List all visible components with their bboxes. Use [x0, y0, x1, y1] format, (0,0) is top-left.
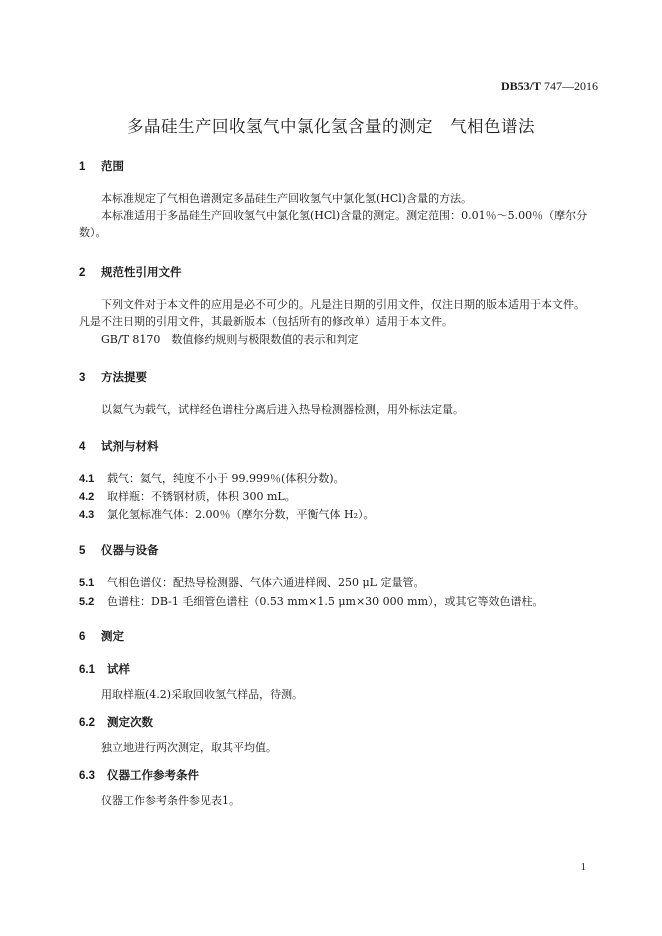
clause-4-1	[79, 470, 345, 486]
subsection-6-3-heading	[79, 767, 199, 783]
clause-number: 4.1	[79, 473, 95, 485]
document-title: 多晶硅生产回收氢气中氯化氢含量的测定 气相色谱法	[127, 117, 535, 136]
subsection-title: 试样	[107, 662, 130, 676]
section-title: 范围	[101, 159, 124, 173]
document-code-prefix: DB53/T	[500, 79, 541, 93]
subsection-6-3-text: 仪器工作参考条件参见表1。	[101, 794, 240, 807]
clause-5-1	[79, 574, 424, 590]
subsection-number: 6.3	[79, 770, 95, 782]
section-number: 5	[79, 545, 86, 557]
clause-number: 5.1	[79, 577, 95, 589]
clause-5-2	[79, 593, 544, 609]
section-2-heading	[79, 264, 182, 280]
section-1-paragraph-1: 本标准规定了气相色谱测定多晶硅生产回收氢气中氯化氢(HCl)含量的方法。	[101, 192, 473, 205]
subsection-6-1-text: 用取样瓶(4.2)采取回收氢气样品，待测。	[101, 688, 304, 701]
section-number: 6	[79, 631, 86, 643]
clause-4-2	[79, 488, 296, 504]
section-title: 仪器与设备	[101, 543, 159, 557]
subsection-number: 6.2	[79, 717, 95, 729]
section-2-paragraph-1: 下列文件对于本文件的应用是必不可少的。凡是注日期的引用文件，仅注日期的版本适用于本文件。凡是不注日期的引用文件，其最新版本（包括所有的修改单）适用于本文件。	[79, 298, 585, 328]
section-number: 1	[79, 161, 86, 173]
section-3-heading	[79, 369, 147, 385]
clause-4-3	[79, 506, 375, 522]
subsection-6-2-heading	[79, 714, 153, 730]
clause-text: 色谱柱：DB-1 毛细管色谱柱（0.53 mm×1.5 μm×30 000 mm），或其它等效色谱柱。	[107, 595, 544, 608]
clause-number: 4.3	[79, 509, 95, 521]
section-title: 测定	[101, 629, 124, 643]
subsection-title: 仪器工作参考条件	[107, 768, 199, 782]
section-4-heading	[79, 438, 159, 454]
section-title: 试剂与材料	[101, 439, 159, 453]
section-1-heading	[79, 158, 124, 174]
clause-text: 氯化氢标准气体：2.00％（摩尔分数，平衡气体 H₂）。	[107, 508, 375, 521]
subsection-title: 测定次数	[107, 715, 153, 729]
document-code-number: 747—2016	[541, 79, 598, 93]
section-5-heading	[79, 542, 159, 558]
page-number: 1	[580, 861, 586, 873]
section-number: 3	[79, 372, 86, 384]
clause-number: 4.2	[79, 491, 95, 503]
normative-reference: GB/T 8170 数值修约规则与极限数值的表示和判定	[101, 333, 359, 346]
clause-number: 5.2	[79, 596, 95, 608]
section-title: 规范性引用文件	[101, 265, 182, 279]
section-number: 4	[79, 441, 86, 453]
subsection-6-1-heading	[79, 661, 130, 677]
subsection-6-2-text: 独立地进行两次测定，取其平均值。	[101, 741, 277, 754]
clause-text: 载气：氦气，纯度不小于 99.999％(体积分数)。	[107, 472, 345, 485]
section-1-paragraph-2: 本标准适用于多晶硅生产回收氢气中氯化氢(HCl)含量的测定。测定范围：0.01％～5.00％（摩尔分数）。	[79, 209, 588, 239]
clause-text: 气相色谱仪：配热导检测器、气体六通进样阀、250 μL 定量管。	[107, 576, 425, 589]
section-3-paragraph-1: 以氦气为载气，试样经色谱柱分离后进入热导检测器检测，用外标法定量。	[101, 403, 464, 416]
document-code	[501, 79, 598, 94]
section-title: 方法提要	[101, 370, 147, 384]
section-number: 2	[79, 267, 86, 279]
clause-text: 取样瓶：不锈钢材质，体积 300 mL。	[107, 490, 296, 503]
section-6-heading	[79, 628, 124, 644]
subsection-number: 6.1	[79, 664, 95, 676]
